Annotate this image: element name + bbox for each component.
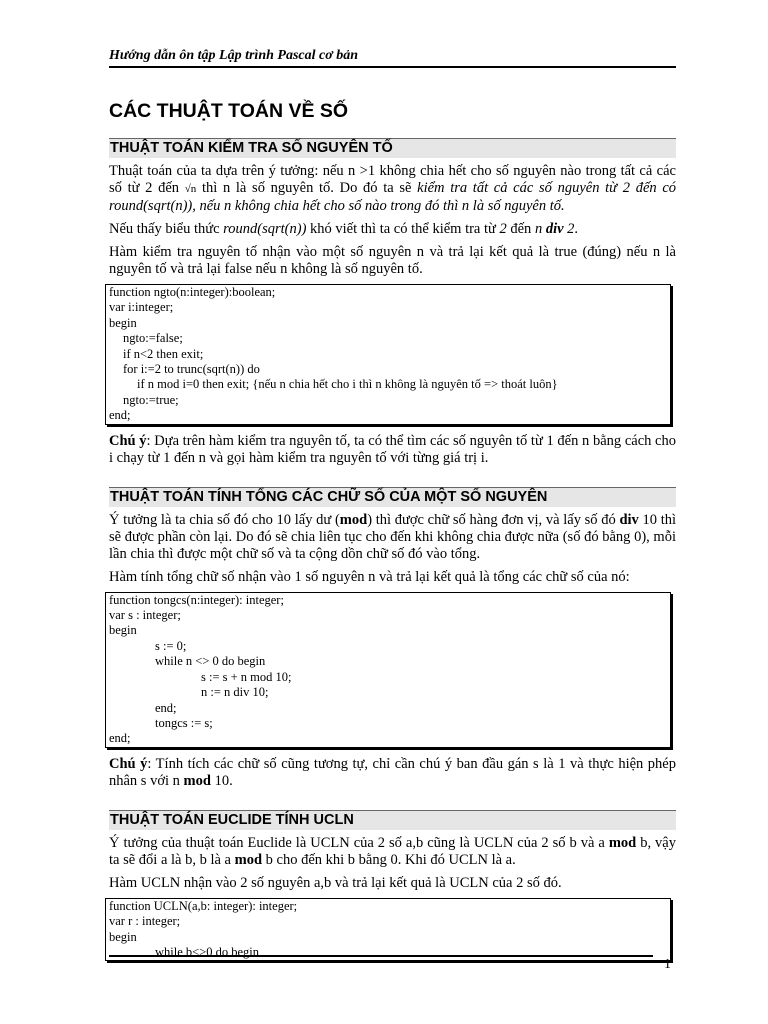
code-line: ngto:=false; (123, 331, 183, 346)
code-line: var i:integer; (109, 300, 174, 315)
paragraph: Hàm tính tổng chữ số nhận vào 1 số nguyên n và trả lại kết quả là tổng các chữ số của nó: (109, 568, 630, 585)
code-line: function tongcs(n:integer): integer; (109, 592, 284, 607)
code-line: var s : integer; (109, 608, 181, 623)
section-heading-euclide: THUẬT TOÁN EUCLIDE TÍNH UCLN (109, 810, 676, 830)
code-line: var r : integer; (109, 914, 181, 929)
running-header: Hướng dẫn ôn tập Lập trình Pascal cơ bản (109, 48, 676, 68)
section-heading-digit-sum: THUẬT TOÁN TÍNH TỔNG CÁC CHỮ SỐ CỦA MỘT SỐ NGUYÊN (109, 487, 676, 507)
code-line: end; (109, 408, 131, 423)
code-block-tongcs (105, 592, 671, 748)
document-body (109, 138, 676, 969)
code-line: begin (109, 623, 137, 638)
code-line: function ngto(n:integer):boolean; (109, 285, 276, 299)
paragraph: Ý tưởng là ta chia số đó cho 10 lấy dư (mod) thì được chữ số hàng đơn vị, và lấy số đó div 10 thì sẽ được phần còn lại. Do đó sẽ chia liên tục cho đến khi không chia được nữa (số đó bằng 0), mỗi lần chia thì được một chữ số và ta cộng dồn chữ số đó vào tổng. (109, 511, 677, 562)
code-block-ngto (105, 284, 671, 425)
page-number: 1 (664, 957, 671, 972)
code-line: end; (109, 731, 131, 746)
note: Chú ý: Tính tích các chữ số cũng tương tự, chỉ cần chú ý ban đầu gán s là 1 và thực hiện phép nhân s với n mod 10. (109, 755, 676, 789)
code-block-ucln (105, 898, 671, 962)
code-line: s := 0; (155, 638, 187, 653)
code-line: s := s + n mod 10; (201, 669, 292, 684)
paragraph: Nếu thấy biểu thức round(sqrt(n)) khó viết thì ta có thể kiểm tra từ 2 đến n div 2. (109, 221, 579, 237)
paragraph: Ý tưởng của thuật toán Euclide là UCLN của 2 số a,b cũng là UCLN của 2 số b và a mod b, vậy ta sẽ đổi a là b, b là a mod b cho đến khi b bằng 0. Khi đó UCLN là a. (109, 834, 676, 868)
code-line: ngto:=true; (123, 392, 179, 407)
paragraph: Hàm kiểm tra nguyên tố nhận vào một số nguyên n và trả lại kết quả là true (đúng) nếu n là nguyên tố và trả lại false nếu n không là số nguyên tố. (109, 244, 676, 277)
code-line: if n<2 then exit; (123, 346, 204, 361)
code-line: function UCLN(a,b: integer): integer; (109, 898, 298, 913)
note: Chú ý: Dựa trên hàm kiểm tra nguyên tố, ta có thể tìm các số nguyên tố từ 1 đến n bằng cách cho i chạy từ 1 đến n và gọi hàm kiểm tra nguyên tố với từng giá trị i. (109, 432, 676, 466)
code-line: if n mod i=0 then exit; {nếu n chia hết cho i thì n không là nguyên tố => thoát luôn} (137, 377, 558, 392)
code-line: begin (109, 315, 137, 330)
sqrt-symbol: √n (184, 183, 197, 195)
code-line: tongcs := s; (155, 715, 213, 730)
page-title: CÁC THUẬT TOÁN VỀ SỐ (109, 100, 349, 122)
footer-rule (109, 955, 653, 957)
code-line: end; (155, 700, 177, 715)
code-line: n := n div 10; (201, 685, 269, 700)
code-line: begin (109, 929, 137, 944)
section-heading-prime: THUẬT TOÁN KIỂM TRA SỐ NGUYÊN TỐ (109, 138, 676, 158)
code-line: for i:=2 to trunc(sqrt(n)) do (123, 362, 260, 377)
code-line: while b<>0 do begin (155, 944, 260, 959)
paragraph: Hàm UCLN nhận vào 2 số nguyên a,b và trả lại kết quả là UCLN của 2 số đó. (109, 874, 562, 891)
paragraph: Thuật toán của ta dựa trên ý tưởng: nếu n >1 không chia hết cho số nguyên nào trong tất cả các số từ 2 đến √n thì n là số nguyên tố. Do đó ta sẽ kiểm tra tất cả các số nguyên từ 2 đến có round(sqrt(n)), nếu n không chia hết cho số nào trong đó thì n là số nguyên tố. (109, 163, 677, 214)
code-line: while n <> 0 do begin (155, 654, 266, 669)
